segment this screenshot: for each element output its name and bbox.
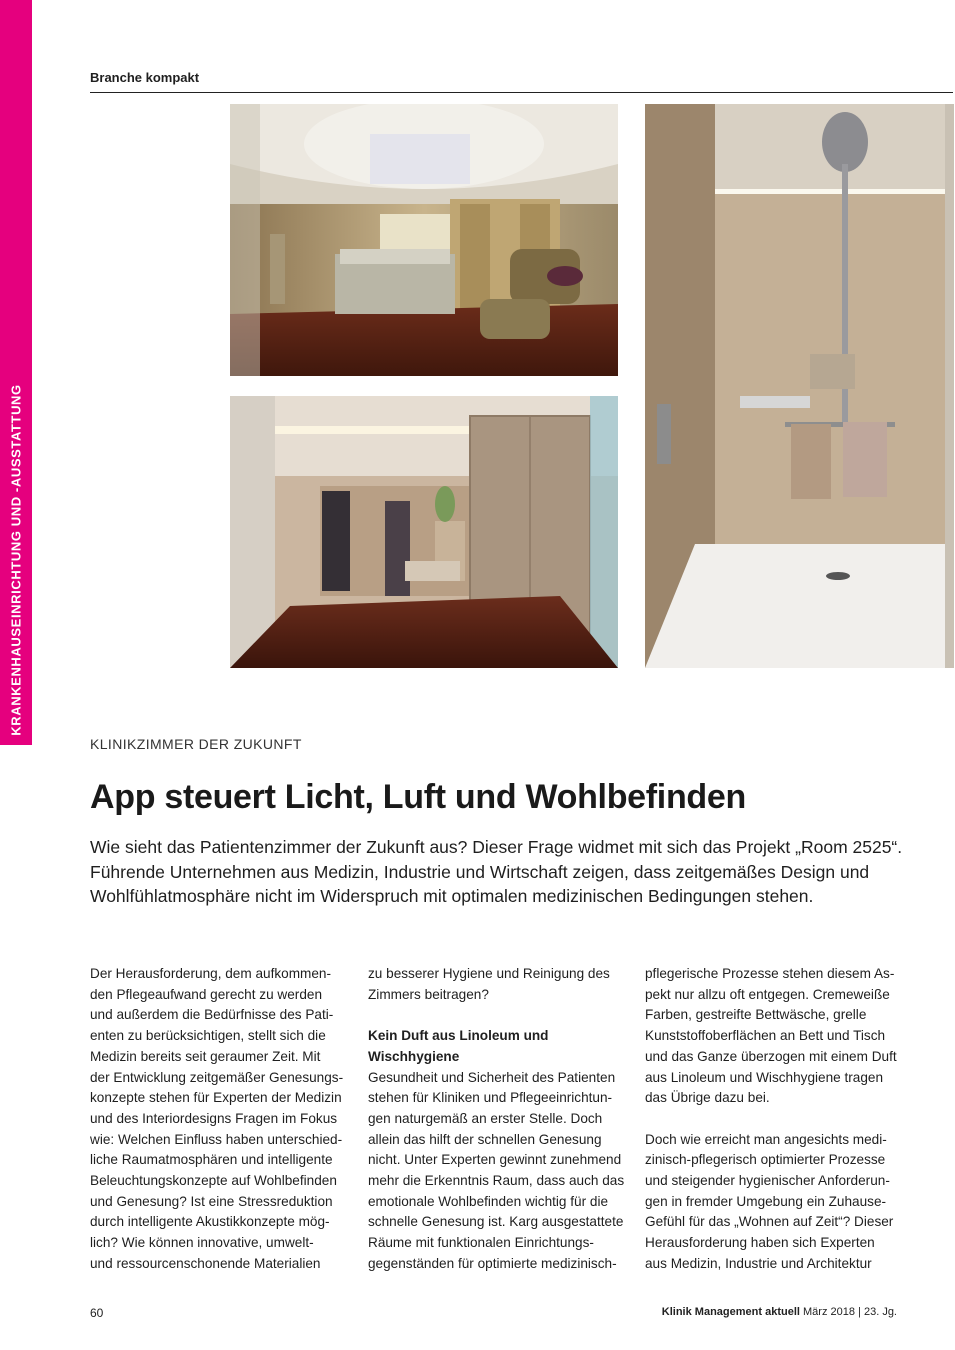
body-line: Farben, gestreifte Bettwäsche, grelle	[645, 1007, 867, 1023]
body-line: lich? Wie können innovative, umwelt-	[90, 1235, 314, 1251]
subheading-line: Wischhygiene	[368, 1048, 460, 1064]
body-line: aus Linoleum und Wischhygiene tragen	[645, 1069, 884, 1085]
body-line: wie: Welchen Einfluss haben unterschied-	[90, 1131, 343, 1147]
body-line: zu besserer Hygiene und Reinigung des	[368, 966, 610, 981]
body-line: Der Herausforderung, dem aufkommen-	[90, 966, 332, 981]
body-line: nicht. Unter Experten gewinnt zunehmend	[368, 1152, 622, 1168]
body-line: und des Interiordesigns Fragen im Fokus	[90, 1110, 338, 1126]
body-line: schnelle Genesung ist. Karg ausgestattete	[368, 1214, 624, 1230]
body-line: durch intelligente Akustikkonzepte mög-	[90, 1214, 330, 1230]
issue-date: März 2018	[803, 1306, 855, 1318]
article-kicker: KLINIKZIMMER DER ZUKUNFT	[90, 736, 302, 752]
body-line: Beleuchtungskonzepte auf Wohlbefinden	[90, 1173, 337, 1189]
body-line: liche Raumatmosphären und intelligente	[90, 1152, 333, 1168]
body-line: konzepte stehen für Experten der Medizin	[90, 1090, 342, 1106]
body-line: Kunststoffoberflächen an Bett und Tisch	[645, 1028, 886, 1044]
volume: 23. Jg.	[863, 1306, 897, 1318]
body-line: und ressourcenschonende Materialien	[90, 1255, 321, 1271]
body-line: Gesundheit und Sicherheit des Patienten	[368, 1069, 616, 1085]
page-number: 60	[90, 1306, 104, 1320]
paragraph-gap	[645, 1109, 897, 1130]
body-line: das Übrige dazu bei.	[645, 1090, 770, 1106]
body-line: mehr die Erkenntnis Raum, dass auch das	[368, 1173, 625, 1189]
body-line: pflegerische Prozesse stehen diesem As-	[645, 966, 895, 981]
photo-patient-bedroom	[230, 104, 618, 376]
body-line: und Genesung? Ist eine Stressreduktion	[90, 1193, 333, 1209]
article-headline: App steuert Licht, Luft und Wohlbefinden	[90, 778, 746, 816]
photo-shower	[645, 104, 954, 668]
body-line: Doch wie erreicht man angesichts medi-	[645, 1131, 887, 1147]
body-line: Räume mit funktionalen Einrichtungs-	[368, 1235, 594, 1251]
body-line: und steigender hygienischer Anforderun-	[645, 1173, 890, 1189]
body-line: allein das hilft der schnellen Genesung	[368, 1131, 602, 1147]
body-line: und das Ganze überzogen mit einem Duft	[645, 1048, 897, 1064]
body-line: gen in fremder Umgebung ein Zuhause-	[645, 1193, 887, 1209]
body-line: gegenständen für optimierte medizinisch-	[368, 1255, 617, 1271]
body-line: enten zu berücksichtigen, stellt sich die	[90, 1028, 326, 1044]
body-line: Zimmers beitragen?	[368, 986, 489, 1002]
lead-line: Wie sieht das Patientenzimmer der Zukunft aus? Dieser Frage widmet mit sich das Projekt „Room 2525“.	[90, 837, 903, 857]
body-line: den Pflegeaufwand gerecht zu werden	[90, 986, 323, 1002]
body-line: der Entwicklung zeitgemäßer Genesungs-	[90, 1069, 344, 1085]
vertical-section-label: KRANKENHAUSEINRICHTUNG UND -AUSSTATTUNG	[8, 384, 24, 736]
body-column-2	[368, 964, 625, 1275]
body-line: pekt nur allzu oft entgegen. Cremeweiße	[645, 986, 890, 1002]
body-line: Medizin bereits seit geraumer Zeit. Mit	[90, 1048, 321, 1064]
publication-name: Klinik Management aktuell	[661, 1306, 800, 1318]
publication-info	[662, 1306, 897, 1318]
body-line: Gefühl für das „Wohnen auf Zeit“? Dieser	[645, 1214, 894, 1230]
body-line: aus Medizin, Industrie und Architektur	[645, 1255, 872, 1271]
article-lead	[90, 835, 903, 909]
header-rule	[90, 92, 953, 93]
footer-separator: |	[858, 1306, 861, 1318]
body-line: stehen für Kliniken und Pflegeeinrichtun-	[368, 1090, 613, 1106]
body-line: und außerdem die Bedürfnisse des Pati-	[90, 1007, 334, 1023]
paragraph-gap	[368, 1005, 620, 1026]
section-color-bar	[0, 0, 32, 745]
body-line: zinisch-pflegerisch optimierter Prozesse	[645, 1152, 886, 1168]
body-line: Herausforderung haben sich Experten	[645, 1235, 875, 1251]
lead-line: Führende Unternehmen aus Medizin, Industrie und Wirtschaft zeigen, dass zeitgemäßes Design und	[90, 861, 870, 882]
photo-room-wardrobe	[230, 396, 618, 668]
body-column-1	[90, 964, 342, 1275]
body-line: emotionale Wohlbefinden wichtig für die	[368, 1193, 609, 1209]
subheading-line: Kein Duft aus Linoleum und	[368, 1028, 549, 1044]
body-column-3	[645, 964, 897, 1275]
lead-line: Wohlfühlatmosphäre nicht im Widerspruch mit optimalen medizinischen Bedingungen stehen.	[90, 886, 814, 906]
body-line: gen naturgemäß an erster Stelle. Doch	[368, 1110, 603, 1126]
section-header-label: Branche kompakt	[90, 70, 200, 85]
